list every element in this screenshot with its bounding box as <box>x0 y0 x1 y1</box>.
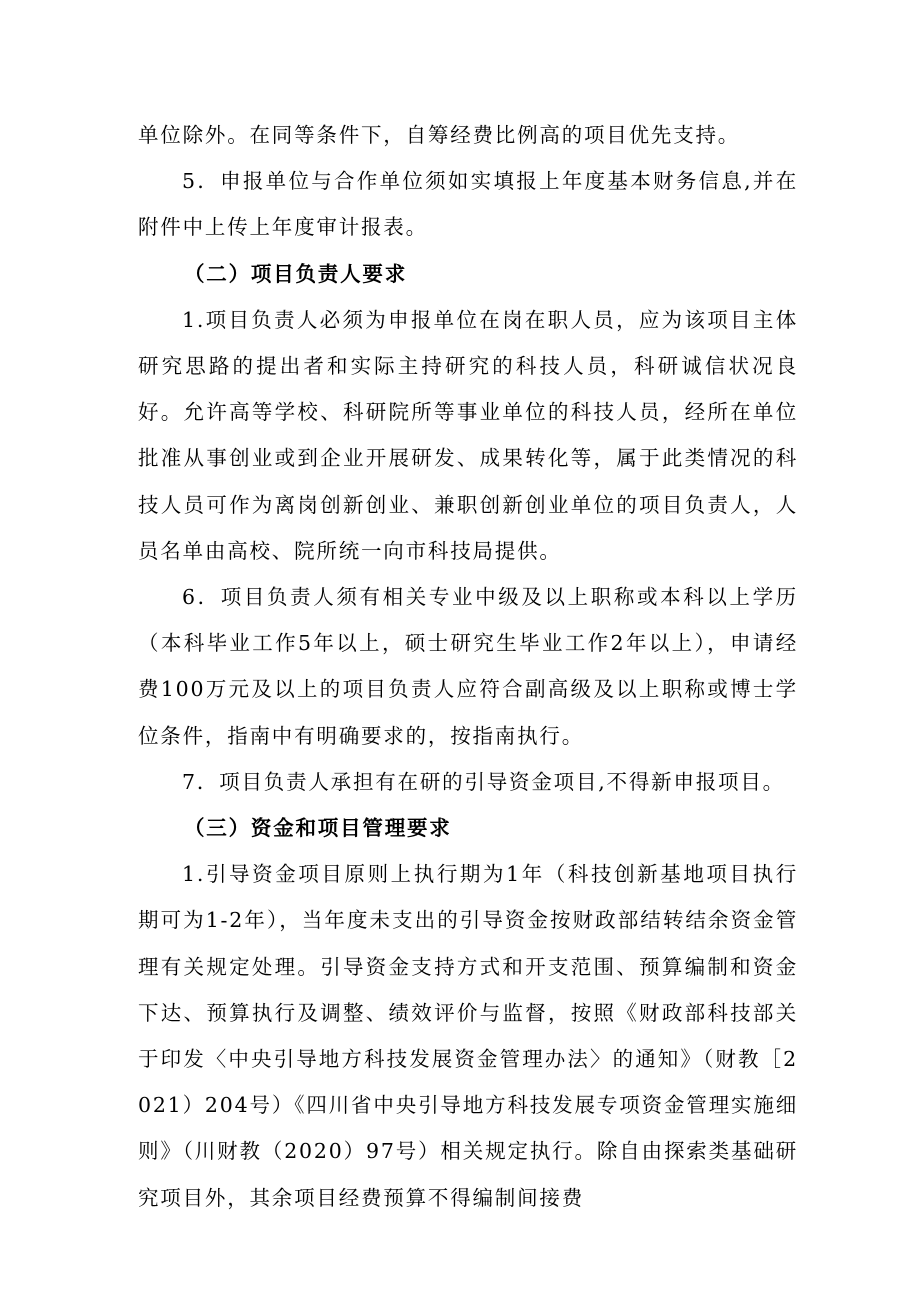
section-heading-3: （三）资金和项目管理要求 <box>184 816 452 841</box>
paragraph-item-5: 5．申报单位与合作单位须如实填报上年度基本财务信息,并在附件中上传上年度审计报表。 <box>138 169 798 240</box>
document-body <box>138 112 798 1221</box>
paragraph-item-6: 6．项目负责人须有相关专业中级及以上职称或本科以上学历（本科毕业工作5年以上，硕士研究生毕业工作2年以上），申请经费100万元及以上的项目负责人应符合副高级及以上职称或博士学位条件，指南中有明确要求的，按指南执行。 <box>138 585 798 748</box>
paragraph-item-7: 7．项目负责人承担有在研的引导资金项目,不得新申报项目。 <box>182 769 785 794</box>
paragraph-funding-item-1: 1.引导资金项目原则上执行期为1年（科技创新基地项目执行期可为1-2年），当年度未支出的引导资金按财政部结转结余资金管理有关规定处理。引导资金支持方式和开支范围、预算编制和资金下达、预算执行及调整、绩效评价与监督，按照《财政部科技部关于印发〈中央引导地方科技发展资金管理办法〉的通知》（财教［2021）204号）《四川省中央引导地方科技发展专项资金管理实施细则》（川财教（2020）97号）相关规定执行。除自由探索类基础研究项目外，其余项目经费预算不得编制间接费 <box>138 862 798 1210</box>
section-heading-2: （二）项目负责人要求 <box>184 261 407 286</box>
paragraph-continuation: 单位除外。在同等条件下，自筹经费比例高的项目优先支持。 <box>138 123 741 147</box>
paragraph-leader-item-1: 1.项目负责人必须为申报单位在岗在职人员，应为该项目主体研究思路的提出者和实际主持研究的科技人员，科研诚信状况良好。允许高等学校、科研院所等事业单位的科技人员，经所在单位批准从事创业或到企业开展研发、成果转化等，属于此类情况的科技人员可作为离岗创新创业、兼职创新创业单位的项目负责人，人员名单由高校、院所统一向市科技局提供。 <box>138 307 798 563</box>
